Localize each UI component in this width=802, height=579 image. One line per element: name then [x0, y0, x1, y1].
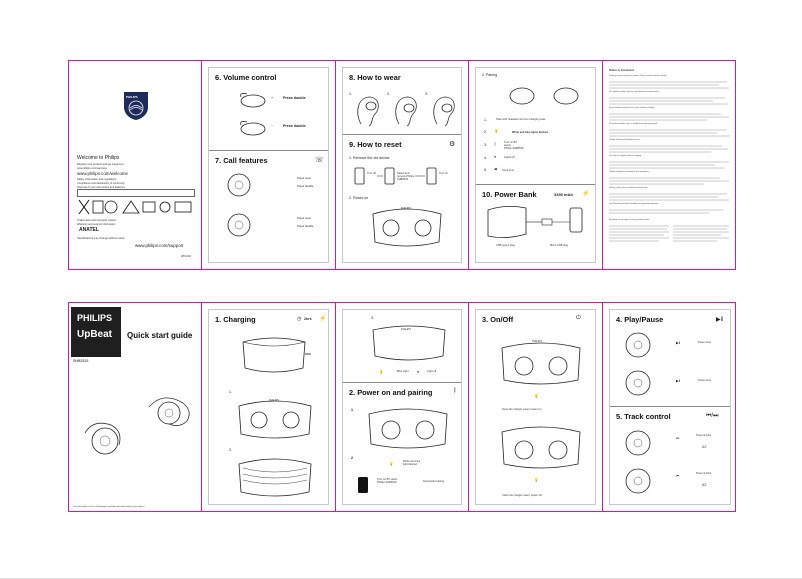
charging-case-closed	[239, 334, 309, 374]
volume-minus: −	[271, 124, 274, 128]
onoff-title: 3. On/Off	[482, 315, 514, 324]
bottom-sheet	[68, 302, 736, 512]
bluetooth-icon: ᛒ	[453, 388, 457, 394]
bulb-off-icon: ●	[417, 370, 420, 374]
onoff-panel	[469, 303, 603, 511]
earbud-call-2	[223, 212, 257, 238]
wear-title: 8. How to wear	[349, 73, 401, 82]
charging-title: 1. Charging	[215, 315, 256, 324]
bulb-off-icon: ●	[494, 155, 497, 159]
volume-call-panel	[202, 61, 336, 269]
earbud-right-volume	[239, 92, 269, 108]
play-press-once-2: Press once	[698, 379, 711, 382]
powerbank-capacity: 3350 mAh	[554, 192, 573, 197]
pairing-step-5: Voice tone	[502, 169, 515, 172]
charging-step-2: 2.	[229, 448, 232, 452]
pairing-step-3c: Philips SHB2515	[504, 147, 524, 150]
legal-heading: Notice to Customers	[609, 69, 635, 72]
divider	[343, 134, 461, 135]
reset-title: 9. How to reset	[349, 140, 402, 149]
phone-icon: ☏	[315, 157, 324, 164]
welcome-line-6: Warranty and support information	[77, 223, 116, 226]
product-name: UpBeat	[77, 329, 113, 340]
reset-case-brand: PHILIPS	[401, 207, 411, 210]
charging-case-brand: PHILIPS	[269, 399, 279, 402]
onoff-case-closing	[496, 420, 586, 472]
bulb-pair-icon: 💡	[389, 462, 394, 466]
charge-icon: ⚡	[582, 191, 590, 197]
charging-frame	[208, 309, 329, 505]
ear-illustrations	[353, 94, 462, 128]
successful-pairing: Successful pairing	[423, 480, 445, 483]
pairing-step-3a: Turn on BT	[504, 141, 517, 144]
call-press-once-2: Press once	[297, 216, 311, 220]
power-step-3: 3.	[371, 316, 374, 320]
close-power-off: Close the charger case= power off	[502, 494, 542, 497]
play-earbud-1	[622, 330, 654, 360]
welcome-line-3: Compliance and declaration of conformity	[77, 182, 125, 185]
legal-line-1: This product complies with the radio interference requirements.	[609, 91, 660, 93]
reset-case	[367, 204, 447, 248]
legal-line-8: The Bluetooth word mark and logos are registered trademarks.	[609, 203, 659, 205]
pairing-step-2: White and blue lights flashed	[512, 131, 548, 134]
welcome-line-4: Disposal of your old product and batteries	[77, 186, 125, 189]
model-number: SHB2515	[73, 359, 89, 363]
reset-turn-on: Turn on	[439, 172, 448, 175]
divider	[209, 150, 328, 151]
brand-name: PHILIPS	[77, 313, 113, 323]
bulb-dim-icon: 💡	[534, 478, 539, 482]
welcome-line-7: Specifications may change without notice	[77, 237, 125, 240]
usb-a-label: USB type A plug	[496, 244, 515, 247]
wear-step-1: 1.	[349, 92, 352, 96]
legal-line-9: Specifications are subject to change without notice.	[609, 219, 650, 221]
model-box	[77, 189, 195, 197]
pairing-num-4: 4.	[484, 156, 487, 160]
track-earbud-1	[622, 428, 654, 458]
track-press-1: Press & hold	[696, 434, 711, 437]
call-press-double-2: Press double	[297, 224, 314, 228]
power-pair-panel	[336, 303, 469, 511]
wear-step-2: 2.	[387, 92, 390, 96]
power-pair-title: 2. Power on and pairing	[349, 388, 433, 397]
welcome-line-0: Register your product and get support at	[77, 163, 124, 166]
volume-title: 6. Volume control	[215, 73, 277, 82]
charging-time: 2hrs	[304, 317, 312, 321]
gear-icon: ⚙	[449, 141, 456, 148]
cover-earbuds	[83, 389, 193, 469]
speaker-icon: ◀	[494, 167, 497, 171]
legal-line-4: Charge the battery fully before first use.	[609, 139, 641, 141]
battery-charge-icon: ⚡	[319, 316, 327, 322]
white-blue-flashed: White and blue light flashed	[403, 460, 421, 466]
legal-panel	[603, 61, 737, 269]
legal-line-5: Use only the supplied cable for charging.	[609, 155, 642, 157]
earbud-call-1	[223, 172, 257, 198]
pairing-title: 2. Pairing	[482, 73, 498, 77]
divider	[610, 406, 730, 407]
pair-step-1: 1	[351, 408, 353, 412]
prev-track-icon: ⏮	[676, 474, 680, 478]
legal-line-2: Keep headsets away from heat, water and direct sunlight.	[609, 107, 655, 109]
pairing-earbuds	[506, 82, 586, 108]
anatel-logo-text: ANATEL	[79, 227, 99, 233]
onoff-case-open	[496, 336, 586, 388]
cover-footnote: Visit www.philips.com for all languages available and online help for your product	[73, 506, 145, 508]
light-off: Light off	[427, 370, 437, 373]
website-support[interactable]: www.philips.com/support	[135, 243, 184, 248]
call-title: 7. Call features	[215, 156, 268, 165]
wear-reset-panel	[336, 61, 469, 269]
turn-on-bt: Turn on BT select Philips SHB2515	[377, 478, 398, 484]
wear-step-3: 3.	[425, 92, 428, 96]
track-press-2: Press & hold	[696, 472, 711, 475]
phone-icon: ▯	[494, 142, 496, 146]
cover-panel	[69, 303, 202, 511]
call-press-once-1: Press once	[297, 176, 311, 180]
bulb-icon: 💡	[494, 129, 499, 133]
power-case-brand: PHILIPS	[401, 328, 411, 331]
guide-title: Quick start guide	[127, 331, 193, 340]
pairing-frame	[475, 67, 596, 263]
reset-turn-off: Turn off	[367, 172, 376, 175]
top-sheet	[68, 60, 736, 270]
pairing-num-2: 2.	[484, 130, 487, 134]
play-icon-2: ▶‖	[676, 379, 681, 383]
legal-line-0: Thank you for purchasing this product. Please read the manual carefully.	[609, 75, 667, 77]
pairing-num-3: 3.	[484, 143, 487, 147]
track-icons: ⏮/⏭	[706, 413, 719, 419]
clock-icon: ◷	[297, 316, 302, 322]
pair-phone-icon	[357, 476, 369, 494]
pair-step-2: 2	[351, 456, 353, 460]
track-seconds-2: 02	[702, 482, 707, 487]
press-double-1: Press double	[283, 96, 306, 100]
divider	[476, 184, 595, 185]
play-track-frame	[609, 309, 731, 505]
press-double-2: Press double	[283, 124, 306, 128]
volume-plus: +	[271, 96, 274, 100]
pairing-step-1: Take both headsets out from charging case	[496, 118, 546, 121]
legal-text-filler	[609, 78, 731, 248]
next-track-icon: ⏭	[676, 436, 680, 440]
compliance-icons	[77, 198, 195, 216]
charging-case-bottom	[233, 454, 317, 498]
bulb-blue-icon: 💡	[379, 370, 384, 374]
pair-case	[363, 404, 453, 450]
welcome-code: WK2132	[181, 255, 191, 258]
legal-line-7: Hearing safety: listen at moderate volume levels.	[609, 187, 648, 189]
blue-light: Blue Light	[397, 370, 409, 373]
welcome-panel	[69, 61, 202, 269]
play-earbud-2	[622, 368, 654, 398]
charging-step-1: 1.	[229, 390, 232, 394]
wear-reset-frame	[342, 67, 462, 263]
play-press-once-1: Press once	[698, 341, 711, 344]
open-power-on: Open the charger case= power on	[502, 408, 542, 411]
legal-line-6: Dispose of batteries according to local regulations.	[609, 171, 650, 173]
play-track-panel	[603, 303, 737, 511]
reset-step-2: 2. Power on	[349, 196, 369, 200]
track-title: 5. Track control	[616, 412, 671, 421]
onoff-case-brand: PHILIPS	[532, 340, 542, 343]
reset-step-1: 1. Remove the old device	[349, 156, 390, 160]
powerbank-title: 10. Power Bank	[482, 190, 537, 199]
welcome-line-1: www.philips.com/welcome	[77, 167, 108, 170]
power-icon: ⏻	[576, 315, 581, 321]
track-seconds-1: 02	[702, 444, 707, 449]
legal-line-3: Do not disassemble, repair or modify the product by yourself.	[609, 123, 658, 125]
charging-panel	[202, 303, 336, 511]
reset-select: Select and remove Philips SHB2515	[397, 172, 415, 181]
play-icon-1: ▶‖	[676, 341, 681, 345]
earbud-left-volume	[239, 120, 269, 136]
welcome-line-2: Safety information and regulations	[77, 178, 117, 181]
pairing-num-5: 5.	[484, 168, 487, 172]
powerbank-illustration	[486, 204, 586, 242]
shield-text: PHILIPS	[126, 95, 138, 99]
divider	[343, 382, 461, 383]
charging-case-open	[233, 396, 317, 440]
pairing-num-1: 1.	[484, 118, 487, 122]
onoff-frame	[475, 309, 596, 505]
play-pause-icon: ▶‖	[716, 317, 724, 323]
pairing-step-3b: select	[504, 144, 511, 147]
call-press-double-1: Press double	[297, 184, 314, 188]
bulb-on-icon: 💡	[534, 394, 539, 398]
pairing-powerbank-panel	[469, 61, 603, 269]
welcome-line-5: Trademarks and copyright notices	[77, 219, 116, 222]
website-welcome[interactable]: www.philips.com/welcome	[77, 171, 128, 176]
pairing-step-4: Lights off	[504, 156, 515, 159]
track-earbud-2	[622, 466, 654, 496]
power-pair-frame	[342, 309, 462, 505]
usb-c-label: Micro USB plug	[550, 244, 569, 247]
play-title: 4. Play/Pause	[616, 315, 664, 324]
welcome-title: Welcome to Philips	[77, 155, 120, 161]
volume-call-frame	[208, 67, 329, 263]
